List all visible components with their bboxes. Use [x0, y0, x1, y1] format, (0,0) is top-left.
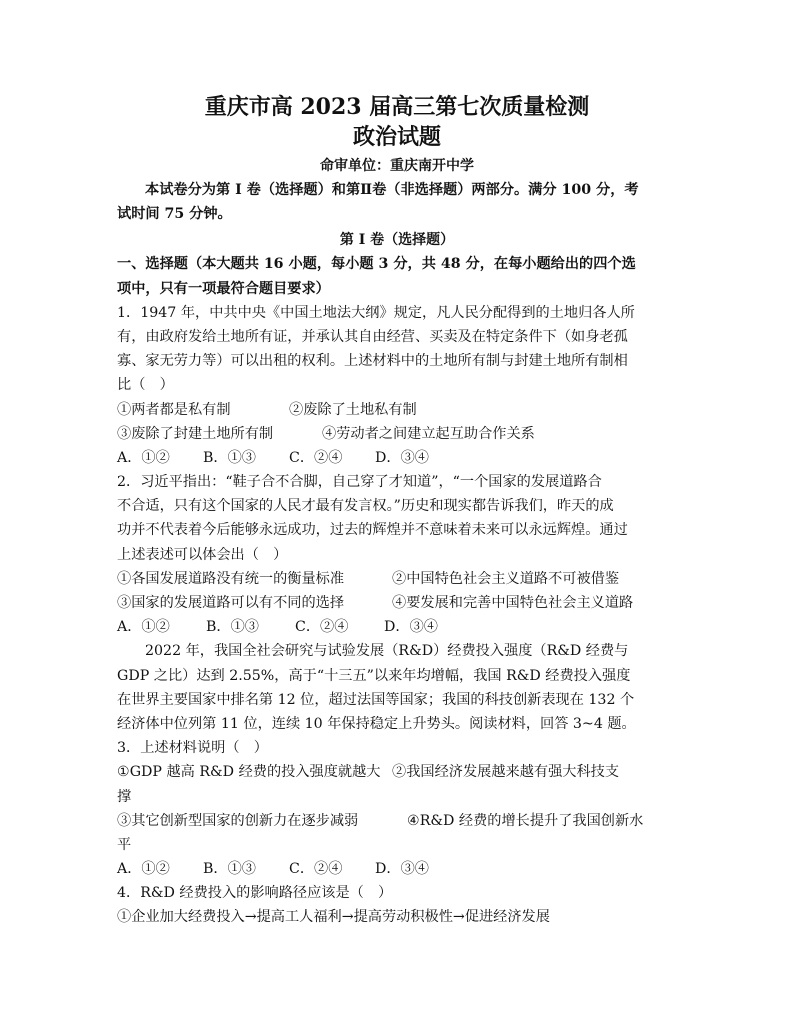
choice-d: D．③④ [375, 449, 429, 466]
question-3-stem: 3．上述材料说明（ ） [117, 740, 268, 757]
option-1: ①两者都是私有制 [117, 401, 231, 418]
exam-title: 重庆市高 2023 届高三第七次质量检测 [204, 94, 590, 120]
choice-c: C．②④ [289, 861, 343, 878]
reading-material [117, 639, 677, 736]
choice-c: C．②④ [295, 619, 349, 636]
section-instruction-1: 一、选择题（本大题共 16 小题，每小题 3 分，共 48 分，在每小题给出的四个选 [117, 256, 636, 273]
question-1-choices [117, 446, 677, 470]
question-4 [117, 881, 677, 929]
option-1: ①企业加大经费投入→提高工人福利→提高劳动积极性→促进经济发展 [117, 909, 550, 926]
question-2 [117, 470, 677, 639]
option-2: ②废除了土地私有制 [289, 401, 417, 418]
choice-d: D．③④ [375, 861, 429, 878]
option-4: ④劳动者之间建立起互助合作关系 [322, 425, 535, 442]
option-4: ④R&D 经费的增长提升了我国创新水 [407, 812, 644, 829]
choice-b: B．①③ [206, 619, 259, 636]
question-2-line: 功并不代表着今后能够永远成功，过去的辉煌并不意味着未来可以永远辉煌。通过 [117, 522, 628, 539]
question-1-line: 有，由政府发给土地所有证，并承认其自由经营、买卖及在特定条件下（如身老孤 [117, 328, 628, 345]
material-line: 2022 年，我国全社会研究与试验发展（R&D）经费投入强度（R&D 经费与 [145, 643, 629, 660]
option-4: ④要发展和完善中国特色社会主义道路 [392, 595, 634, 611]
option-2: ②我国经济发展越来越有强大科技支 [392, 764, 620, 781]
material-line: 在世界主要国家中排名第 12 位，超过法国等国家；我国的科技创新表现在 132 个 [117, 691, 635, 708]
question-3-choices [117, 857, 677, 881]
question-3 [117, 736, 677, 881]
exam-author: 命审单位：重庆南开中学 [320, 158, 474, 174]
question-2-options-row [117, 591, 677, 615]
material-line: 经济体中位列第 11 位，连续 10 年保持稳定上升势头。阅读材料，回答 3~4 题。 [117, 715, 636, 732]
choice-c: C．②④ [289, 449, 343, 466]
exam-page [117, 92, 677, 930]
option-3: ③废除了封建土地所有制 [117, 425, 274, 442]
exam-subject: 政治试题 [352, 124, 441, 150]
question-1-options-row [117, 398, 677, 422]
question-1-line: 1．1947 年，中共中央《中国土地法大纲》规定，凡人民分配得到的土地归各人所 [117, 304, 635, 321]
question-3-options-row [117, 809, 677, 833]
option-3: ③国家的发展道路可以有不同的选择 [117, 595, 345, 611]
choice-a: A．①② [117, 861, 170, 878]
option-2-continued: 撑 [117, 788, 132, 805]
question-2-line: 上述表述可以体会出（ ） [117, 546, 288, 563]
option-2: ②中国特色社会主义道路不可被借鉴 [392, 570, 620, 587]
section-title: 第 I 卷（选择题） [339, 232, 455, 249]
question-4-stem: 4．R&D 经费投入的影响路径应该是（ ） [117, 885, 393, 902]
intro-line-2: 试时间 75 分钟。 [117, 206, 232, 223]
option-1: ①GDP 越高 R&D 经费的投入强度就越大 [117, 764, 381, 781]
question-1 [117, 301, 677, 470]
intro-line-1: 本试卷分为第 I 卷（选择题）和第Ⅱ卷（非选择题）两部分。满分 100 分，考 [145, 182, 639, 198]
question-2-line: 2．习近平指出：“鞋子合不合脚，自己穿了才知道”，“一个国家的发展道路合 [117, 474, 602, 491]
question-2-line: 不合适，只有这个国家的人民才最有发言权。”历史和现实都告诉我们，昨天的成 [117, 498, 614, 515]
option-3: ③其它创新型国家的创新力在逐步减弱 [117, 812, 359, 829]
choice-d: D．③④ [384, 619, 438, 636]
choice-b: B．①③ [203, 861, 256, 878]
choice-a: A．①② [117, 449, 170, 466]
question-1-options-row [117, 422, 677, 446]
question-1-line: 比（ ） [117, 377, 174, 394]
section-instruction-2: 项中，只有一项最符合题目要求） [117, 280, 330, 297]
question-3-options-row [117, 760, 677, 784]
choice-a: A．①② [117, 619, 170, 636]
material-line: GDP 之比）达到 2.55%，高于“十三五”以来年均增幅，我国 R&D 经费投入强度 [117, 667, 631, 684]
option-1: ①各国发展道路没有统一的衡量标准 [117, 570, 345, 587]
option-4-continued: 平 [117, 836, 132, 853]
question-2-options-row [117, 567, 677, 591]
choice-b: B．①③ [203, 449, 256, 466]
question-1-line: 寡、家无劳力等）可以出租的权利。上述材料中的土地所有制与封建土地所有制相 [117, 353, 628, 370]
question-2-choices [117, 615, 677, 639]
